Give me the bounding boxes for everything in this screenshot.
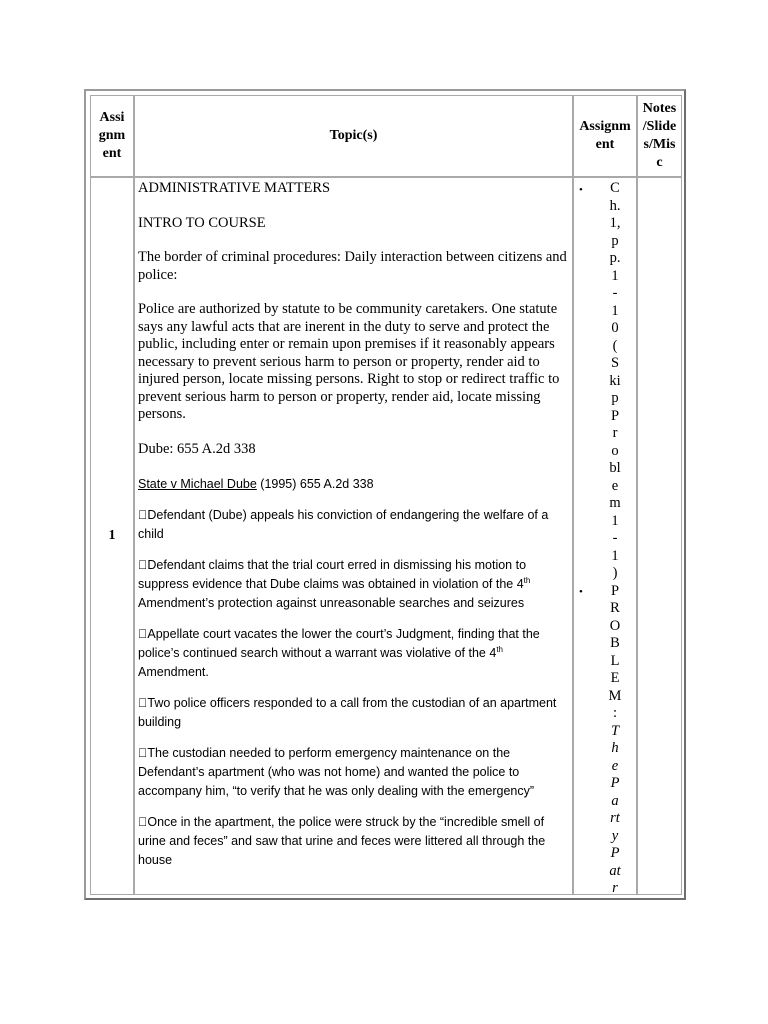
case-bullet: Two police officers responded to a call from the custodian of an apartment building (138, 696, 548, 729)
header-assignment: Assignm ent (573, 95, 637, 177)
assignment-char: 1 (611, 267, 619, 284)
assignment-char: r (612, 880, 618, 895)
assignment-char: bl (609, 460, 621, 476)
header-topics: Topic(s) (134, 95, 573, 177)
assignment-char: : (612, 705, 618, 721)
assignment-char: B (610, 635, 620, 651)
notes-cell (637, 177, 682, 895)
bullet-icon: • (579, 184, 583, 196)
assignment-char: E (610, 670, 620, 686)
assignment-char: ) (612, 565, 618, 581)
assignment-char: ( (612, 337, 618, 354)
assignment-char: - (612, 285, 618, 301)
topic-paragraph: Dube: 655 A.2d 338 (138, 440, 256, 457)
assignment-char: M (608, 687, 622, 704)
case-link[interactable]: State v Michael Dube (138, 477, 257, 491)
assignment-char: S (610, 355, 620, 371)
assignment-char: e (611, 757, 619, 774)
case-bullet: Once in the apartment, the police were struck by the “incredible smell of urine and feces” and saw that urine and feces were littered all through the house (138, 815, 566, 848)
assignment-char: p. (609, 250, 621, 266)
assignment-char: 1 (611, 302, 619, 319)
assignment-char: - (612, 530, 618, 546)
assignment-char: e (611, 477, 619, 494)
topic-paragraph: INTRO TO COURSE (138, 214, 266, 231)
assignment-table (84, 89, 686, 900)
assignment-char: L (610, 652, 620, 669)
assignment-char: P (610, 775, 620, 791)
header-assignment-number: Assi gnm ent (90, 95, 134, 177)
case-citation: State v Michael Dube (1995) 655 A.2d 338 (138, 477, 374, 491)
assignment-char: P (610, 582, 620, 599)
assignment-char: m (609, 495, 621, 511)
assignment-char: T (610, 722, 620, 739)
assignment-vertical-text (604, 180, 626, 895)
topic-paragraph: Police are authorized by statute to be community caretakers. One statute says any lawful acts that are inerent in the duty to serve and protect the public, including enter or remain upon premises if it reasonably appears necessary to prevent serious harm to person or property, render aid to injured person, locate missing persons. Right to stop or redirect traffic to prevent serious harm to person or property, render aid, locate missing persons. (138, 301, 560, 422)
bullet-icon: • (579, 586, 583, 598)
case-bullet: The custodian needed to perform emergency maintenance on the Defendant’s apartment (who was not home) and wanted the police to accompany him, “to verify that he was only dealing with the emergency” (138, 746, 535, 798)
case-bullet: Defendant (Dube) appeals his conviction of endangering the welfare of a child (138, 508, 539, 541)
assignment-char: ki (609, 372, 621, 389)
assignment-cell (573, 177, 637, 895)
assignment-char: 1, (609, 215, 621, 231)
assignment-char: P (610, 845, 620, 861)
assignment-char: y (611, 827, 619, 844)
assignment-char: r (612, 425, 618, 441)
case-bullet: Appellate court vacates the lower the court’s Judgment, finding that the police’s continued search without a warrant was violative of the 4th Amendment. (138, 627, 531, 679)
assignment-char: rt (610, 810, 620, 826)
assignment-char: 1 (611, 512, 619, 529)
assignment-char: P (610, 407, 620, 424)
assignment-char: h. (609, 197, 621, 214)
assignment-char: p (611, 232, 619, 249)
case-bullet: Defendant claims that the trial court erred in dismissing his motion to suppress evidence that Dube claims was obtained in violation of the 4th Amendment’s protection against unreasonable searches and seizures (138, 558, 531, 610)
assignment-char: p (611, 390, 619, 406)
row-number: 1 (90, 177, 134, 895)
assignment-char: R (610, 600, 620, 616)
assignment-char: a (611, 792, 619, 809)
assignment-char: 1 (611, 547, 619, 564)
header-notes: Notes /Slide s/Mis c (637, 95, 682, 177)
assignment-char: 0 (611, 320, 619, 336)
topics-cell (134, 177, 573, 895)
assignment-char: o (611, 442, 619, 459)
topic-paragraph: The border of criminal procedures: Daily interaction between citizens and police: (138, 249, 567, 283)
assignment-char: h (611, 740, 619, 756)
assignment-char: C (610, 180, 620, 196)
assignment-char: at (609, 862, 621, 879)
topic-paragraph: ADMINISTRATIVE MATTERS (138, 180, 331, 196)
assignment-char: O (609, 617, 621, 634)
